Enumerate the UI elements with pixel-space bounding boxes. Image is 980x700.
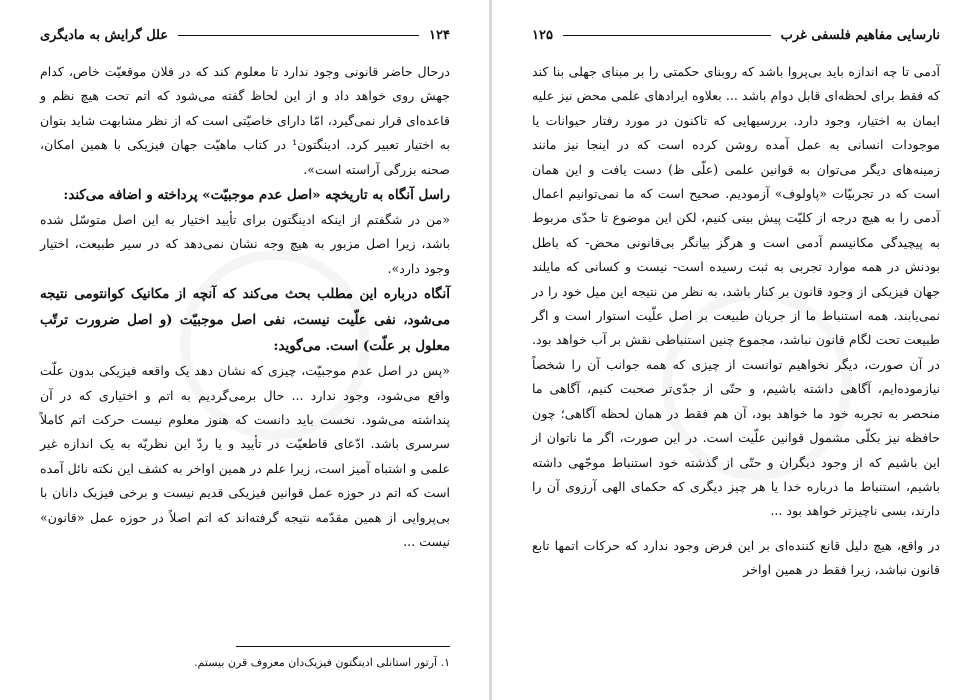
paragraph-gap	[532, 524, 940, 534]
right-page-number: ۱۲۵	[532, 27, 553, 43]
right-page-header	[532, 24, 940, 46]
left-page-body	[40, 60, 450, 555]
section-lead: راسل آنگاه به تاریخچه «اصل عدم موجبیّت» پرداخته و اضافه می‌کند:	[63, 187, 450, 204]
quote: «پس در اصل عدم موجبیّت، چیزی که نشان دهد یک واقعه فیزیکی بدون علّت واقع می‌شود، وجود ندارد ... حال برمی‌گردیم به اتم و اختیاری که در آن پنداشته می‌شود. نخست باید دانست که هنوز معلوم نیست حرکت اتم کاملاً سرسری باشد. ادّعای قاطعیّت در تأیید و یا ردّ این نظریّه به یک اندازه غیر علمی و اشتباه آمیز است، زیرا علم در همین اواخر به کشف این نکته نائل آمده است که اتم در حوزه عمل قوانین فیزیکی قدیم نیست و برخی فیزیک دانان با بی‌پروایی از همین مقدّمه نتیجه گرفته‌اند که اتم اصلاً در حوزه عمل «قانون» نیست ...	[40, 363, 450, 550]
left-running-title: علل گرایش به مادیگری	[40, 27, 169, 43]
right-page-body	[532, 60, 940, 583]
footnote: ۱. آرتور استانلی ادینگتون فیزیک‌دان معروف قرن بیستم.	[194, 656, 450, 669]
right-page	[492, 0, 980, 700]
footnote-divider	[236, 646, 450, 647]
left-page-header	[40, 24, 450, 46]
quote: «من در شگفتم از اینکه ادینگتون برای تأیید اختیار به این اصل متوسّل شده باشد، زیرا اصل مزبور به هیچ وجه نشان نمی‌دهد که در سیر طبیعت، اختیار وجود دارد».	[40, 212, 450, 276]
paragraph: در واقع، هیچ دلیل قانع کننده‌ای بر این فرض وجود ندارد که حرکات اتمها تابع قانون نباشد، زیرا فقط در همین اواخر	[532, 537, 940, 578]
header-rule	[178, 35, 419, 36]
header-rule	[563, 35, 771, 36]
paragraph: درحال حاضر قانونی وجود ندارد تا معلوم کند که در فلان موقعیّت خاص، کدام جهش روی خواهد داد و از این لحاظ گفته می‌شود که اتم تحت هیچ نظم و قاعده‌ای قرار نمی‌گیرد، امّا دارای خاصیّتی است که از نظر مشابهت شاید بتوان به اختیار تعبیر کرد. ادینگتون¹ در کتاب ماهیّت جهان فیزیکی با همین امکان، صحنه بزرگی آراسته است».	[40, 64, 450, 177]
left-page-number: ۱۲۴	[429, 27, 450, 43]
paragraph: آدمی تا چه اندازه باید بی‌پروا باشد که روبنای حکمتی را بر مبنای جهلی بنا کند که فقط برای لحظه‌ای قابل دوام باشد ... بعلاوه ایرادهای علمی محض نیز علیه ایمان به اختیار، وجود دارد. بررسیهایی که تاکنون در مورد رفتار حیوانات یا موجودات انسانی به عمل آمده روشن کرده است که در اینجا نیز مانند زمینه‌های دیگر می‌توان به قوانین علمی (علّی ظ) دست یافت و این همان است که در تجربیّات «پاولوف» آزمودیم. صحیح است که ما نمی‌توانیم اعمال آدمی را به هیچ درجه از کلیّت پیش بینی کنیم، لکن این موضوع تا حدّی مربوط به پیچیدگی مکانیسم آدمی است و هرگز بیانگر بی‌قانونی محض- که باطل بودنش در همه موارد تجربی به ثبت رسیده است- نیست و کسانی که مایلند جهان فیزیکی از وجود قانون بر کنار باشد، به نظر من نتیجه این میل خود را در نمی‌یابند. همه استنباط ما از جریان طبیعت بر اصل علّیت استوار است و اگر طبیعت تحت لگام قانون نباشد، مجموع چنین استنباطی نقش بر آب خواهد بود. در آن صورت، دیگر نخواهیم توانست از چیزی که همه جوانب آن را شخصاً نیازموده‌ایم، آگاهی داشته باشیم، و حتّی از جدّی‌تر صحبت کنیم، آگاهی ما منحصر به تجربه خود ما خواهد بود، آن هم فقط در همان لحظه آگاهی؛ چون حافظه نیز بکلّی مشمول قوانین علّیت است. در این صورت، اگر ما ناتوان از این باشیم که از وجود دیگران و حتّی از گذشته خود استنباط موجّهی داشته باشیم، استنباط ما درباره خدا یا هر چیز دیگری که حکمای الهی آرزوی آن را دارند، بسی ناچیزتر خواهد بود ...	[532, 64, 940, 519]
right-running-title: نارسایی مفاهیم فلسفی غرب	[780, 27, 940, 43]
section-lead: آنگاه درباره این مطلب بحث می‌کند که آنچه از مکانیک کوانتومی نتیجه می‌شود، نفی علّیت نیست، نفی اصل موجبیّت (و اصل ضرورت ترتّب معلول بر علّت) است. می‌گوید:	[40, 286, 450, 355]
